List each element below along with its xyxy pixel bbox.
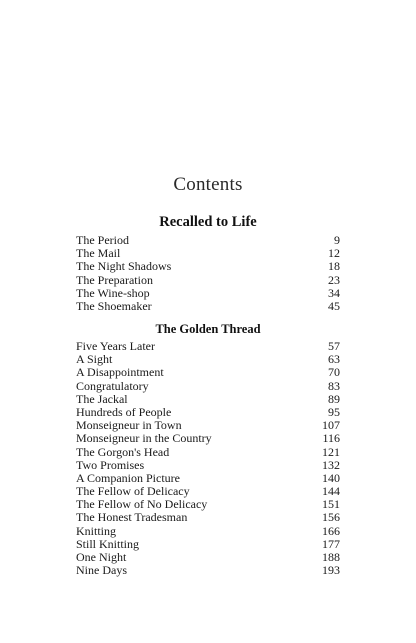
chapter-entry[interactable] — [76, 274, 340, 287]
chapter-entry[interactable] — [76, 380, 340, 393]
chapter-entry[interactable] — [76, 432, 340, 445]
chapter-title: Hundreds of People — [76, 404, 172, 419]
chapter-page-number: 18 — [328, 259, 340, 274]
chapter-entry[interactable] — [76, 459, 340, 472]
chapter-entry[interactable] — [76, 287, 340, 300]
chapter-page-number: 156 — [322, 510, 340, 525]
chapter-title: The Preparation — [76, 272, 153, 287]
chapter-page-number: 177 — [322, 536, 340, 551]
chapter-list-book-2 — [76, 340, 340, 577]
chapter-page-number: 107 — [322, 418, 340, 433]
chapter-page-number: 45 — [328, 298, 340, 313]
chapter-title: The Shoemaker — [76, 298, 152, 313]
chapter-entry[interactable] — [76, 366, 340, 379]
chapter-title: The Mail — [76, 246, 121, 261]
chapter-page-number: 83 — [328, 378, 340, 393]
chapter-title: The Fellow of Delicacy — [76, 484, 190, 499]
chapter-page-number: 95 — [328, 404, 340, 419]
chapter-page-number: 23 — [328, 272, 340, 287]
chapter-page-number: 116 — [322, 431, 340, 446]
chapter-title: A Disappointment — [76, 365, 164, 380]
chapter-page-number: 12 — [328, 246, 340, 261]
chapter-entry[interactable] — [76, 564, 340, 577]
chapter-title: Nine Days — [76, 563, 127, 578]
chapter-title: Still Knitting — [76, 536, 140, 551]
book-heading-golden-thread: The Golden Thread — [155, 322, 261, 336]
chapter-title: The Honest Tradesman — [76, 510, 188, 525]
chapter-page-number: 144 — [322, 484, 340, 499]
chapter-entry[interactable] — [76, 525, 340, 538]
chapter-entry[interactable] — [76, 260, 340, 273]
chapter-title: The Fellow of No Delicacy — [76, 497, 208, 512]
chapter-entry[interactable] — [76, 511, 340, 524]
chapter-page-number: 70 — [328, 365, 340, 380]
chapter-page-number: 63 — [328, 352, 340, 367]
chapter-title: Monseigneur in Town — [76, 418, 182, 433]
chapter-page-number: 140 — [322, 470, 340, 485]
chapter-title: Monseigneur in the Country — [76, 431, 212, 446]
chapter-title: The Period — [76, 233, 129, 247]
chapter-title: The Night Shadows — [76, 259, 172, 274]
chapter-entry[interactable] — [76, 340, 340, 353]
chapter-title: The Wine-shop — [76, 285, 150, 300]
chapter-title: Two Promises — [76, 457, 145, 472]
chapter-title: A Sight — [76, 352, 113, 367]
book-heading-recalled-to-life: Recalled to Life — [159, 214, 257, 230]
chapter-entry[interactable] — [76, 300, 340, 313]
chapter-list-book-1 — [76, 234, 340, 313]
chapter-page-number: 89 — [328, 391, 340, 406]
chapter-page-number: 166 — [322, 523, 340, 538]
chapter-title: A Companion Picture — [76, 470, 180, 485]
chapter-title: Congratulatory — [76, 378, 149, 393]
chapter-page-number: 193 — [322, 563, 340, 578]
chapter-page-number: 121 — [322, 444, 340, 459]
chapter-title: Knitting — [76, 523, 117, 538]
chapter-entry[interactable] — [76, 446, 340, 459]
chapter-page-number: 34 — [328, 285, 340, 300]
page-title: Contents — [173, 174, 243, 195]
chapter-page-number: 132 — [322, 457, 340, 472]
chapter-page-number: 151 — [322, 497, 340, 512]
chapter-page-number: 9 — [334, 233, 340, 247]
chapter-title: Five Years Later — [76, 339, 155, 353]
chapter-title: The Gorgon's Head — [76, 444, 170, 459]
chapter-page-number: 57 — [328, 339, 340, 353]
chapter-entry[interactable] — [76, 393, 340, 406]
chapter-title: One Night — [76, 550, 127, 564]
chapter-title: The Jackal — [76, 391, 128, 406]
chapter-page-number: 188 — [322, 550, 340, 564]
